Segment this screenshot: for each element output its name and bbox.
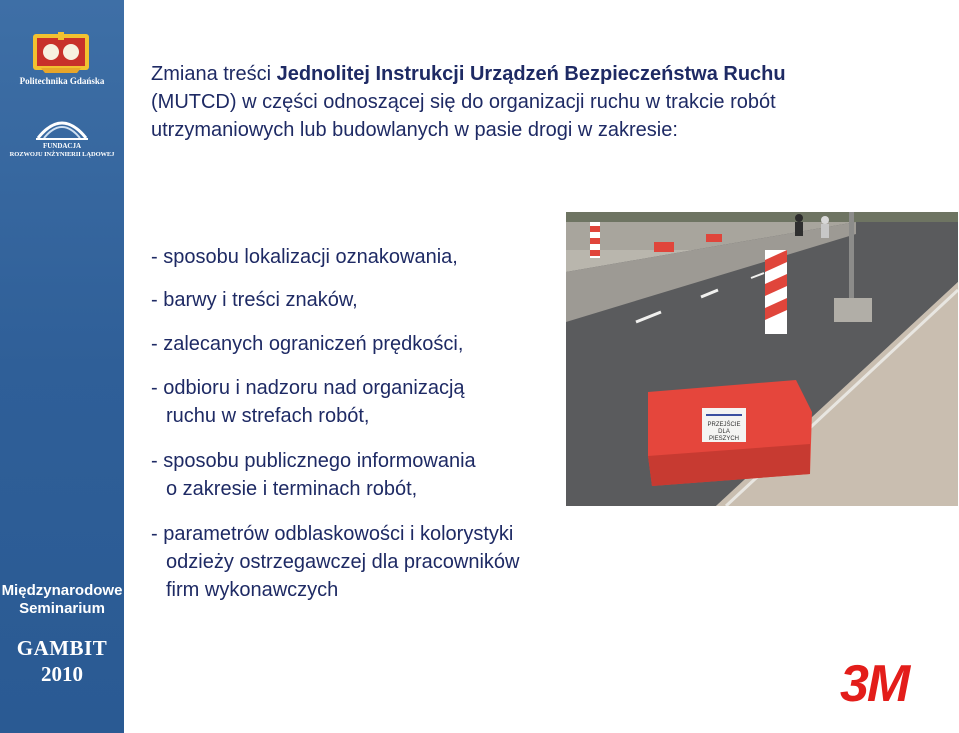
bullet-text: - odbioru i nadzoru nad organizacją bbox=[151, 377, 465, 399]
bullet-text-continued: ruchu w strefach robót, bbox=[166, 405, 370, 427]
bullet-text: - zalecanych ograniczeń prędkości, bbox=[151, 333, 464, 355]
foundation-name-line1: FUNDACJA bbox=[42, 142, 82, 150]
intro-part1: Zmiana treści bbox=[151, 63, 277, 85]
list-item bbox=[151, 330, 463, 358]
foundation-name-line2: ROZWOJU INŻYNIERII LĄDOWEJ bbox=[9, 151, 115, 158]
bullet-text: - parametrów odblaskowości i kolorystyki bbox=[151, 523, 514, 545]
event-name: GAMBIT bbox=[16, 636, 108, 660]
university-name: Politechnika Gdańska bbox=[19, 76, 105, 86]
bullet-text: - sposobu lokalizacji oznakowania, bbox=[151, 246, 458, 268]
sidebar bbox=[0, 0, 124, 733]
list-item bbox=[151, 520, 520, 604]
3m-logo bbox=[840, 655, 936, 713]
sign-text-line2: DLA bbox=[718, 429, 730, 435]
list-item bbox=[151, 374, 465, 430]
list-item bbox=[151, 447, 476, 503]
roadworks-photo bbox=[566, 212, 958, 506]
bullet-text-continued: o zakresie i terminach robót, bbox=[166, 478, 418, 500]
intro-paragraph bbox=[151, 60, 871, 144]
seminar-title-line2: Seminarium bbox=[19, 600, 105, 617]
intro-bold-title: Jednolitej Instrukcji Urządzeń Bezpieczeństwa Ruchu bbox=[276, 63, 786, 85]
bullet-text: - barwy i treści znaków, bbox=[151, 289, 358, 311]
bullet-text-continued: odzieży ostrzegawczej dla pracowników bbox=[166, 551, 520, 573]
bullet-text-continued: firm wykonawczych bbox=[166, 579, 339, 601]
list-item bbox=[151, 286, 358, 314]
university-crest-icon bbox=[31, 28, 91, 74]
sign-text-line1: PRZEJŚCIE bbox=[707, 422, 741, 428]
seminar-title-line1: Międzynarodowe bbox=[1, 582, 123, 599]
3m-logo-text: 3M bbox=[840, 655, 909, 713]
foundation-bridge-icon bbox=[34, 112, 90, 142]
roadworks-photo-illustration bbox=[566, 212, 958, 506]
bullet-text: - sposobu publicznego informowania bbox=[151, 450, 476, 472]
intro-part2: (MUTCD) w części odnoszącej się do organizacji ruchu w trakcie robót utrzymaniowych lub budowlanych w pasie drogi w zakresie: bbox=[151, 91, 776, 141]
sign-text-line3: PIESZYCH bbox=[708, 436, 740, 442]
list-item bbox=[151, 243, 458, 271]
event-year: 2010 bbox=[41, 662, 83, 686]
